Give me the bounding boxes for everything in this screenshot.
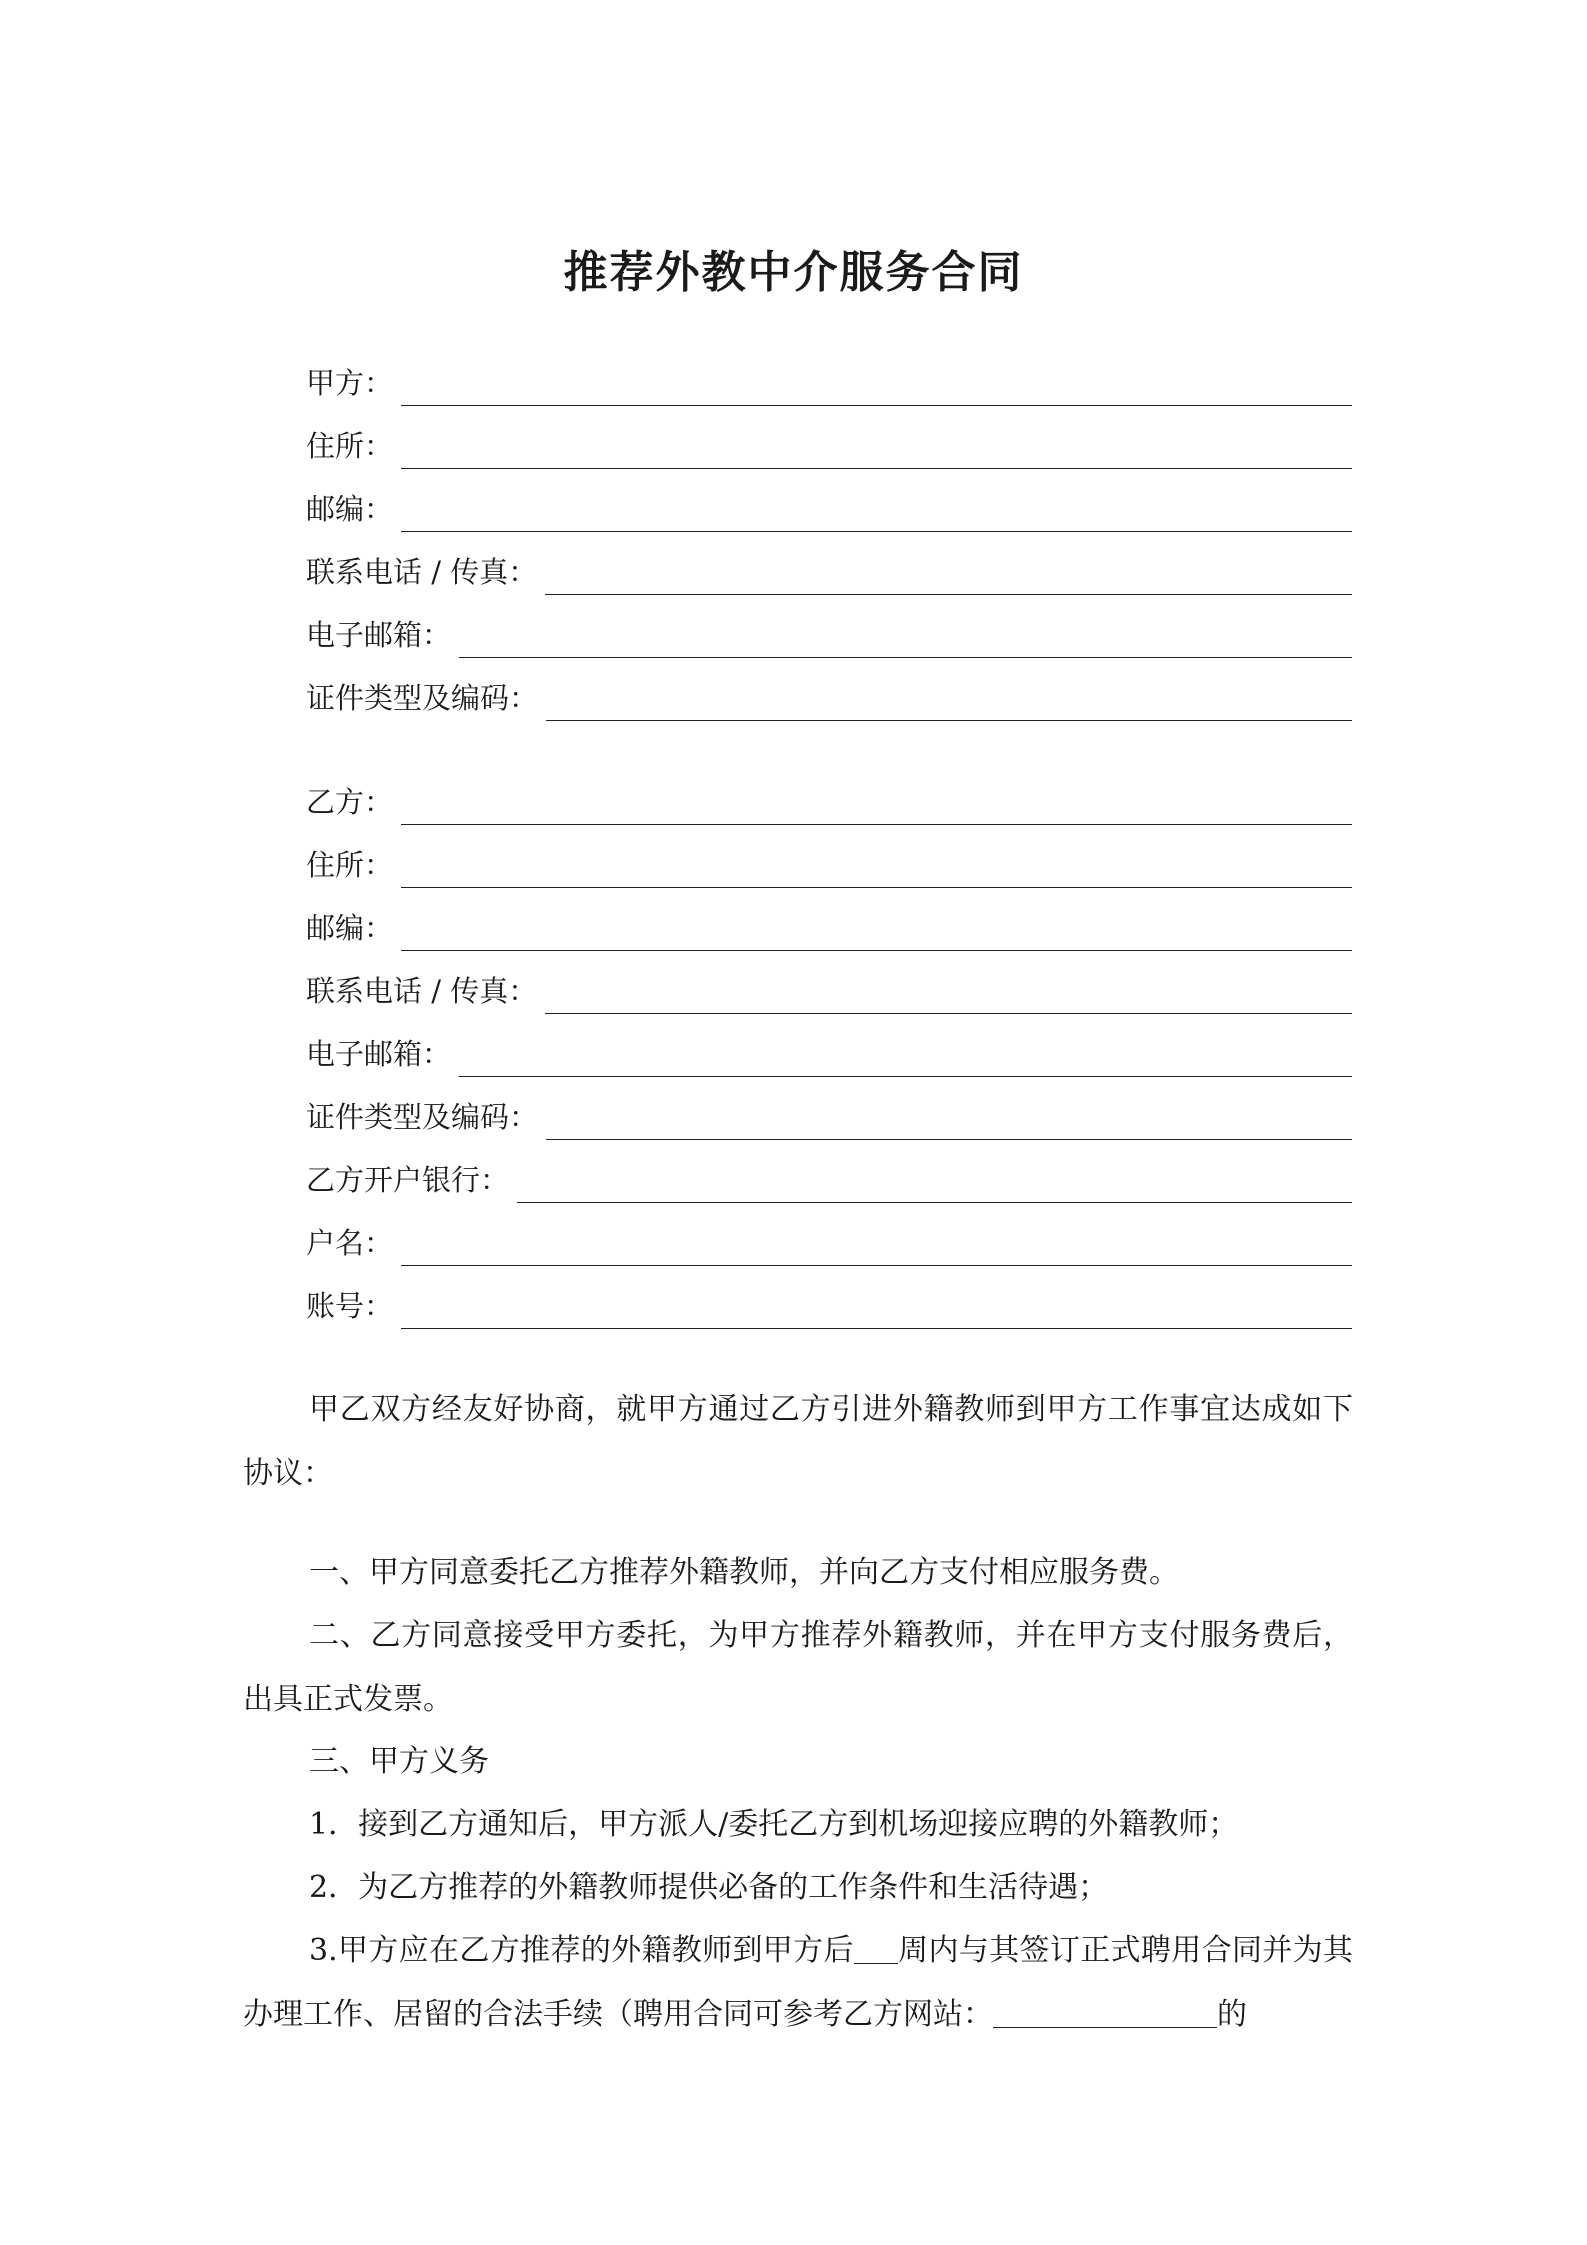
clause-3-item-3-text-a: 3.甲方应在乙方推荐的外籍教师到甲方后 <box>309 1933 854 1968</box>
field-label: 邮编： <box>306 492 394 526</box>
fill-line[interactable] <box>401 1298 1352 1329</box>
fill-line[interactable] <box>401 438 1352 469</box>
fill-line[interactable] <box>546 690 1352 721</box>
clause-3-heading: 三、甲方义务 <box>309 1744 489 1779</box>
fill-line[interactable] <box>459 1046 1352 1077</box>
clause-3-item-3 <box>243 1919 1353 2047</box>
field-label: 联系电话 / 传真： <box>306 555 538 589</box>
fill-line[interactable] <box>517 1172 1352 1203</box>
fill-line[interactable] <box>401 857 1352 888</box>
field-label: 甲方： <box>306 366 394 400</box>
party-b-email-field[interactable] <box>306 1031 1352 1077</box>
party-b-postcode-field[interactable] <box>306 905 1352 951</box>
clause-3-item-2: 2．为乙方推荐的外籍教师提供必备的工作条件和生活待遇； <box>309 1870 1109 1905</box>
fill-line[interactable] <box>401 920 1352 951</box>
party-b-phone-fax-field[interactable] <box>306 968 1352 1014</box>
clause-2: 二、乙方同意接受甲方委托，为甲方推荐外籍教师，并在甲方支付服务费后，出具正式发票。 <box>243 1618 1353 1717</box>
document-title: 推荐外教中介服务合同 <box>563 247 1024 298</box>
party-b-account-name-field[interactable] <box>306 1220 1352 1266</box>
fill-line[interactable] <box>545 983 1352 1014</box>
field-label: 电子邮箱： <box>306 618 452 652</box>
website-blank[interactable] <box>993 1997 1217 2028</box>
field-label: 电子邮箱： <box>306 1037 452 1071</box>
party-b-account-number-field[interactable] <box>306 1283 1352 1329</box>
party-a-id-field[interactable] <box>306 675 1352 721</box>
party-a-postcode-field[interactable] <box>306 486 1352 532</box>
intro-paragraph: 甲乙双方经友好协商，就甲方通过乙方引进外籍教师到甲方工作事宜达成如下协议： <box>243 1392 1353 1491</box>
party-b-bank-field[interactable] <box>306 1157 1352 1203</box>
field-label: 账号： <box>306 1289 394 1323</box>
fill-line[interactable] <box>401 1235 1352 1266</box>
field-label: 证件类型及编码： <box>306 681 539 715</box>
fill-line[interactable] <box>546 1109 1352 1140</box>
clause-3-item-3-text-b: 周内与其签订正式聘用合同并为其办理工作、居留的合法手续（聘用合同可参考乙方网站： <box>243 1933 1353 2032</box>
field-label: 证件类型及编码： <box>306 1100 539 1134</box>
party-a-name-field[interactable] <box>306 360 1352 406</box>
party-a-email-field[interactable] <box>306 612 1352 658</box>
field-label: 邮编： <box>306 911 394 945</box>
field-label: 住所： <box>306 429 394 463</box>
party-b-name-field[interactable] <box>306 779 1352 825</box>
party-a-phone-fax-field[interactable] <box>306 549 1352 595</box>
party-b-id-field[interactable] <box>306 1094 1352 1140</box>
weeks-blank[interactable] <box>854 1933 898 1964</box>
field-label: 联系电话 / 传真： <box>306 974 538 1008</box>
fill-line[interactable] <box>401 375 1352 406</box>
clause-3-item-3-text-c: 的 <box>1217 1997 1247 2032</box>
field-label: 乙方开户银行： <box>306 1163 510 1197</box>
fill-line[interactable] <box>459 627 1352 658</box>
party-a-address-field[interactable] <box>306 423 1352 469</box>
fill-line[interactable] <box>545 564 1352 595</box>
clause-1: 一、甲方同意委托乙方推荐外籍教师，并向乙方支付相应服务费。 <box>309 1555 1179 1590</box>
fill-line[interactable] <box>401 501 1352 532</box>
clause-3-item-1: 1．接到乙方通知后，甲方派人/委托乙方到机场迎接应聘的外籍教师； <box>309 1807 1239 1842</box>
party-b-address-field[interactable] <box>306 842 1352 888</box>
field-label: 住所： <box>306 848 394 882</box>
fill-line[interactable] <box>401 794 1352 825</box>
field-label: 乙方： <box>306 785 394 819</box>
field-label: 户名： <box>306 1226 394 1260</box>
